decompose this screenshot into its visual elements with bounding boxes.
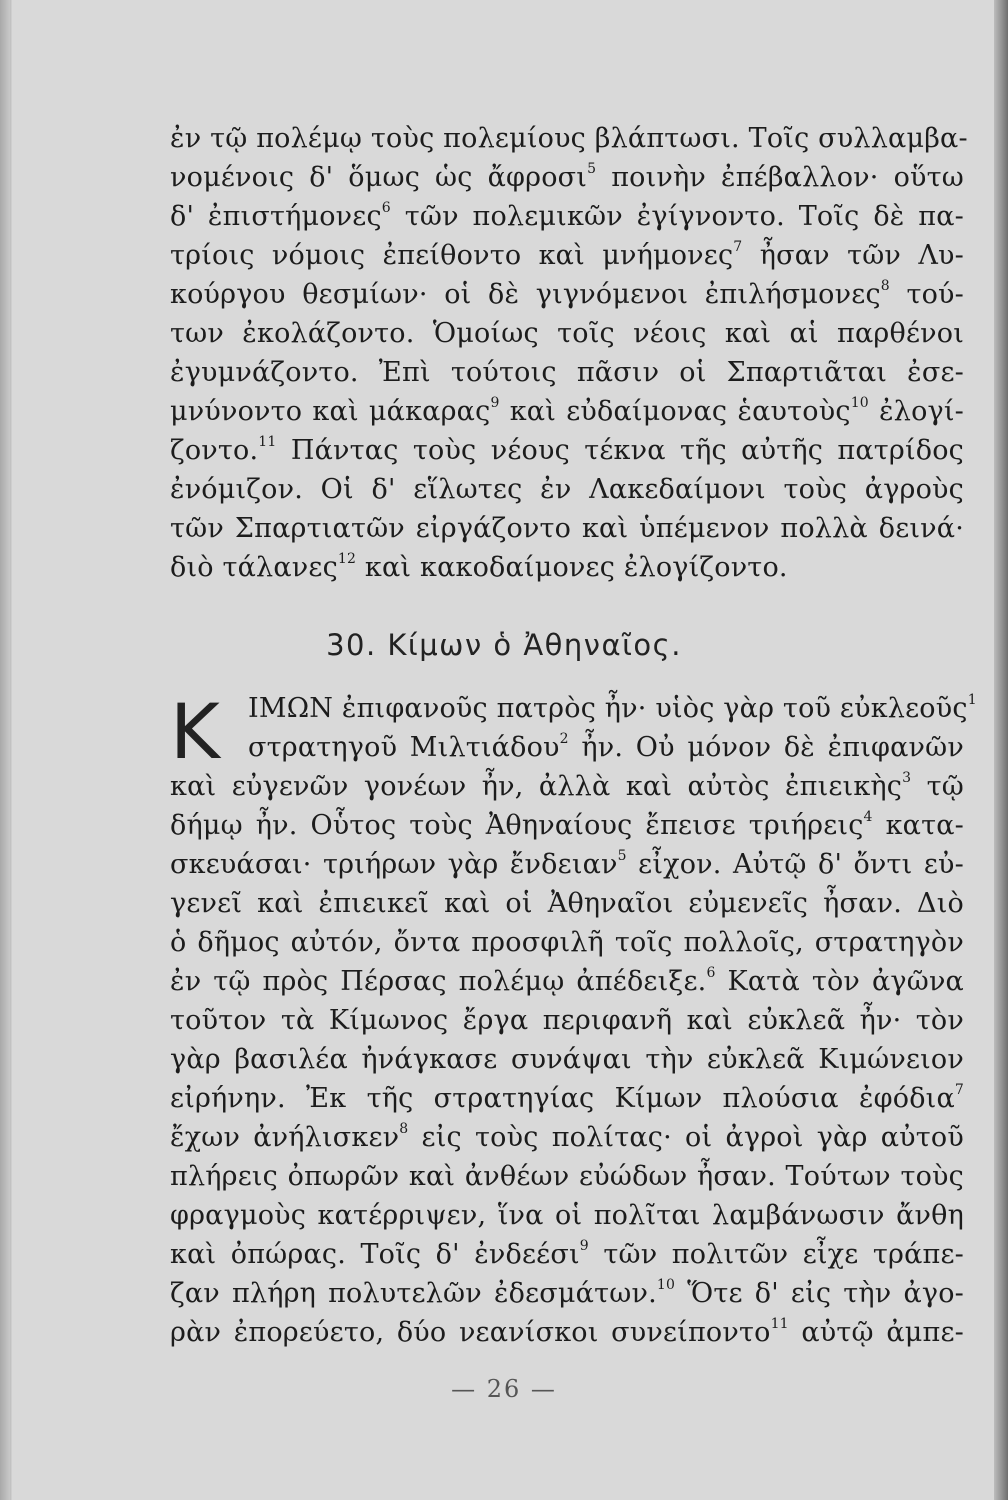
text-line xyxy=(170,1001,964,1040)
text-segment: δήμῳ ἦν. Οὗτος τοὺς Ἀθηναίους ἔπεισε τριήρεις xyxy=(170,810,864,841)
text-segment: ἐγυμνάζοντο. Ἐπὶ τούτοις πᾶσιν οἱ Σπαρτιᾶται ἐσε- xyxy=(170,357,964,388)
footnote-marker: 10 xyxy=(656,1277,676,1293)
text-segment: γὰρ βασιλέα ἠνάγκασε συνάψαι τὴν εὐκλεᾶ Κιμώνειον xyxy=(170,1044,964,1075)
footnote-marker: 7 xyxy=(954,1082,964,1098)
text-segment: Πάντας τοὺς νέους τέκνα τῆς αὐτῆς πατρίδος xyxy=(276,435,964,466)
text-line xyxy=(170,1118,964,1157)
text-segment: εἰς τοὺς πολίτας· οἱ ἀγροὶ γὰρ αὐτοῦ xyxy=(408,1122,964,1153)
text-line xyxy=(170,1274,964,1313)
footnote-marker: 9 xyxy=(579,1238,589,1254)
text-segment: ἐλογί- xyxy=(868,396,965,427)
text-segment: αὐτῷ ἀμπε- xyxy=(788,1317,964,1348)
text-line xyxy=(170,353,964,392)
text-segment: τῶν Σπαρτιατῶν εἰργάζοντο καὶ ὑπέμενον πολλὰ δεινά· xyxy=(170,513,964,544)
page-edge-right xyxy=(994,0,1008,1500)
page-number: — 26 — xyxy=(451,1375,557,1403)
text-line xyxy=(170,845,964,884)
footnote-marker: 2 xyxy=(559,731,569,747)
footnote-marker: 11 xyxy=(770,1316,789,1332)
text-segment: ἐν τῷ πολέμῳ τοὺς πολεμίους βλάπτωσι. Τοῖς συλλαμβα- xyxy=(170,123,968,154)
text-segment: Κατὰ τὸν ἀγῶνα xyxy=(715,966,964,997)
text-line xyxy=(170,728,964,767)
text-line xyxy=(170,119,968,158)
text-line xyxy=(170,431,964,470)
text-segment: διὸ τάλανες xyxy=(170,552,338,583)
text-line xyxy=(170,1040,964,1079)
footnote-marker: 8 xyxy=(880,278,890,294)
text-segment: τρίοις νόμοις ἐπείθοντο καὶ μνήμονες xyxy=(170,240,734,271)
text-segment: εἰρήνην. Ἐκ τῆς στρατηγίας Κίμων πλούσια ἐφόδια xyxy=(170,1083,955,1114)
text-segment: κατα- xyxy=(872,810,965,841)
text-segment: τῶν πολεμικῶν ἐγίγνοντο. Τοῖς δὲ πα- xyxy=(390,201,964,232)
text-line xyxy=(170,275,964,314)
footnote-marker: 4 xyxy=(863,809,873,825)
text-segment: ζαν πλήρη πολυτελῶν ἐδεσμάτων. xyxy=(170,1278,657,1309)
text-segment: καὶ εὐγενῶν γονέων ἦν, ἀλλὰ καὶ αὐτὸς ἐπιεικὴς xyxy=(170,771,903,802)
text-segment: νομένοις δ' ὅμως ὡς ἄφροσι xyxy=(170,162,588,193)
paragraph-1 xyxy=(170,119,968,587)
section-heading: 30. Κίμων ὁ Ἀθηναῖος. xyxy=(326,628,682,662)
text-line xyxy=(170,236,964,275)
footnote-marker: 3 xyxy=(902,770,912,786)
text-line xyxy=(170,767,964,806)
text-segment: ἔχων ἀνήλισκεν xyxy=(170,1122,400,1153)
text-line xyxy=(170,314,964,353)
text-line xyxy=(170,158,964,197)
text-line xyxy=(170,470,964,509)
text-line xyxy=(170,1079,964,1118)
text-line xyxy=(170,197,964,236)
footnote-marker: 5 xyxy=(587,161,597,177)
footnote-marker: 6 xyxy=(381,200,391,216)
text-line xyxy=(170,806,964,845)
text-segment: ΙΜΩΝ ἐπιφανοῦς πατρὸς ἦν· υἱὸς γὰρ τοῦ εὐκλεοῦς xyxy=(248,693,968,724)
text-segment: τῷ xyxy=(911,771,964,802)
text-segment: ποινὴν ἐπέβαλλον· οὕτω xyxy=(596,162,964,193)
text-segment: ρὰν ἐπορεύετο, δύο νεανίσκοι συνείποντο xyxy=(170,1317,771,1348)
text-line xyxy=(170,548,964,587)
text-segment: ἦσαν τῶν Λυ- xyxy=(742,240,964,271)
footnote-marker: 7 xyxy=(733,239,743,255)
footnote-marker: 8 xyxy=(399,1121,409,1137)
text-segment: κούργου θεσμίων· οἱ δὲ γιγνόμενοι ἐπιλήσμονες xyxy=(170,279,881,310)
text-segment: στρατηγοῦ Μιλτιάδου xyxy=(248,732,560,763)
text-line xyxy=(170,1196,964,1235)
text-segment: τῶν πολιτῶν εἶχε τράπε- xyxy=(588,1239,964,1270)
text-segment: δ' ἐπιστήμονες xyxy=(170,201,382,232)
text-segment: καὶ κακοδαίμονες ἐλογίζοντο. xyxy=(356,552,788,583)
text-segment: σκευάσαι· τριήρων γὰρ ἔνδειαν xyxy=(170,849,618,880)
footnote-marker: 11 xyxy=(258,434,277,450)
footnote-marker: 9 xyxy=(490,395,500,411)
text-line xyxy=(170,392,964,431)
text-segment: γενεῖ καὶ ἐπιεικεῖ καὶ οἱ Ἀθηναῖοι εὐμενεῖς ἦσαν. Διὸ xyxy=(170,888,964,919)
text-segment: ζοντο. xyxy=(170,435,259,466)
text-segment: τού- xyxy=(889,279,964,310)
text-line xyxy=(170,1313,964,1352)
text-segment: ὁ δῆμος αὐτόν, ὄντα προσφιλῆ τοῖς πολλοῖς, στρατηγὸν xyxy=(170,927,964,958)
text-segment: μνύνοντο καὶ μάκαρας xyxy=(170,396,491,427)
text-line xyxy=(170,689,977,728)
text-segment: ἦν. Οὐ μόνον δὲ ἐπιφανῶν xyxy=(568,732,964,763)
text-segment: ἐν τῷ πρὸς Πέρσας πολέμῳ ἀπέδειξε. xyxy=(170,966,707,997)
text-segment: εἶχον. Αὐτῷ δ' ὄντι εὐ- xyxy=(626,849,964,880)
text-line xyxy=(170,1157,964,1196)
text-line xyxy=(170,1235,964,1274)
text-segment: καὶ ὀπώρας. Τοῖς δ' ἐνδεέσι xyxy=(170,1239,580,1270)
text-line xyxy=(170,962,964,1001)
text-segment: των ἐκολάζοντο. Ὁμοίως τοῖς νέοις καὶ αἱ παρθένοι xyxy=(170,318,964,349)
text-line xyxy=(170,923,964,962)
footnote-marker: 5 xyxy=(617,848,627,864)
text-line xyxy=(170,509,964,548)
footnote-marker: 10 xyxy=(850,395,869,411)
text-segment: καὶ εὐδαίμονας ἑαυτοὺς xyxy=(499,396,851,427)
footnote-marker: 6 xyxy=(706,965,716,981)
text-segment: τοῦτον τὰ Κίμωνος ἔργα περιφανῆ καὶ εὐκλεᾶ ἦν· τὸν xyxy=(170,1005,964,1036)
drop-cap: K xyxy=(170,687,220,776)
text-segment: Ὅτε δ' εἰς τὴν ἀγο- xyxy=(675,1278,965,1309)
text-segment: πλήρεις ὀπωρῶν καὶ ἀνθέων εὐώδων ἦσαν. Τούτων τοὺς xyxy=(170,1161,964,1192)
footnote-marker: 12 xyxy=(337,551,357,567)
paragraph-2 xyxy=(170,689,977,1352)
text-segment: ἐνόμιζον. Οἱ δ' εἵλωτες ἐν Λακεδαίμονι τοὺς ἀγροὺς xyxy=(170,474,964,505)
text-line xyxy=(170,884,964,923)
text-segment: φραγμοὺς κατέρριψεν, ἵνα οἱ πολῖται λαμβάνωσιν ἄνθη xyxy=(170,1200,964,1231)
footnote-marker: 1 xyxy=(967,692,977,708)
page-edge-left-lines xyxy=(3,0,11,1500)
